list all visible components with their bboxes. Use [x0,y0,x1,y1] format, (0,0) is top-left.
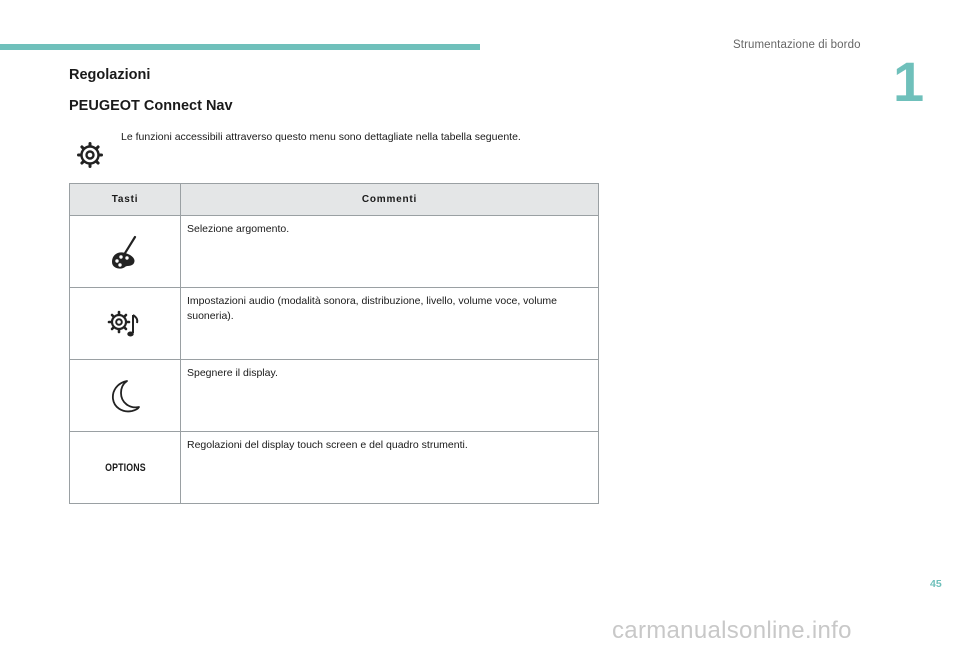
table-row [70,288,599,360]
gear-music-note-icon [105,304,145,344]
section-title: Regolazioni [69,67,151,83]
chapter-accent-bar [0,44,480,50]
chapter-title: Strumentazione di bordo [733,39,861,51]
comment-cell: Regolazioni del display touch screen e del quadro strumenti. [181,432,599,504]
comment-cell: Spegnere il display. [181,360,599,432]
palette-icon [105,232,145,272]
chapter-number: 1 [893,50,925,113]
comment-cell: Selezione argomento. [181,216,599,288]
table-row [70,432,599,504]
column-header-keys: Tasti [70,184,181,216]
settings-table [69,183,599,504]
subsection-title: PEUGEOT Connect Nav [69,98,233,114]
settings-gear-icon [76,141,104,169]
options-button-label: OPTIONS [104,461,146,474]
watermark: carmanualsonline.info [612,617,852,644]
key-cell [70,432,181,504]
column-header-comments: Commenti [181,184,599,216]
key-cell [70,288,181,360]
table-row [70,360,599,432]
page-number: 45 [930,578,942,590]
moon-icon [105,376,145,416]
key-cell [70,216,181,288]
key-cell [70,360,181,432]
comment-cell: Impostazioni audio (modalità sonora, distribuzione, livello, volume voce, volume suoneria). [181,288,599,360]
table-row [70,216,599,288]
intro-text: Le funzioni accessibili attraverso questo menu sono dettagliate nella tabella seguente. [121,131,521,143]
table-header-row [70,184,599,216]
